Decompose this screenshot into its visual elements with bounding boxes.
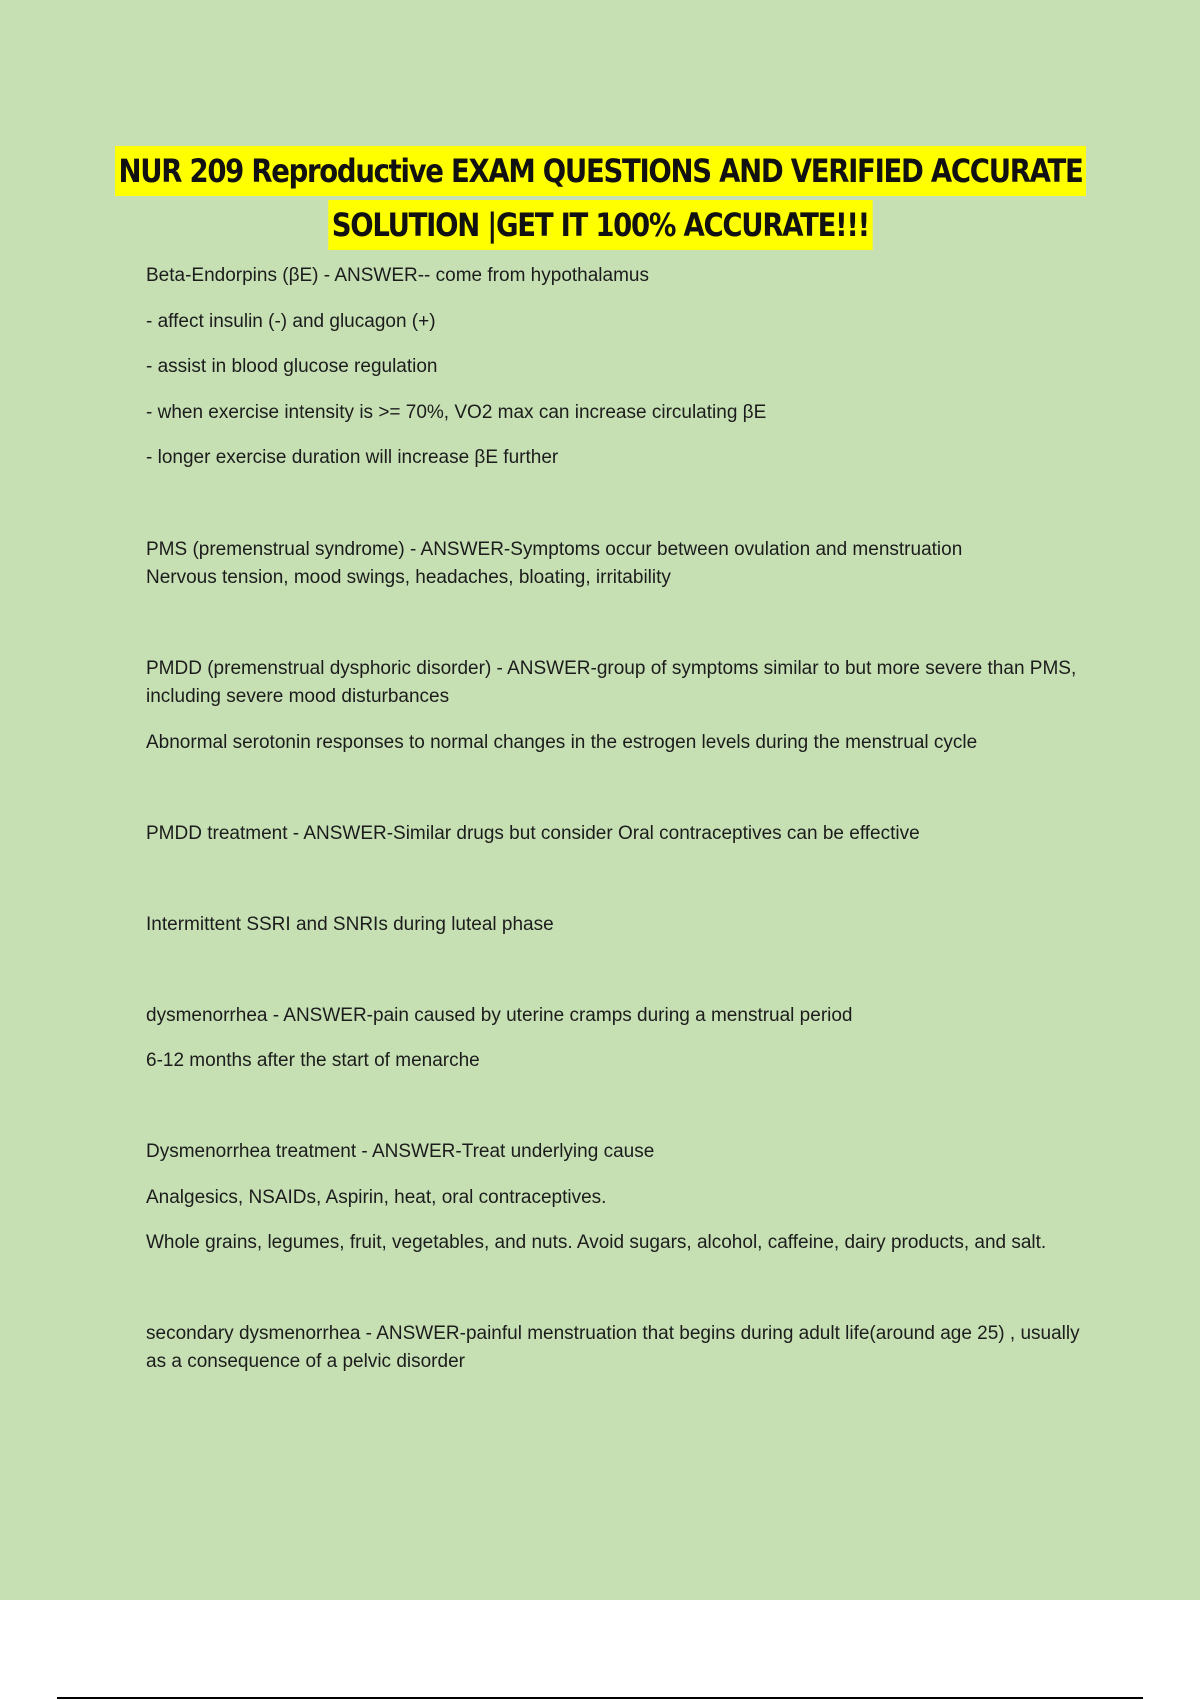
- paragraph: - assist in blood glucose regulation: [146, 356, 438, 377]
- paragraph: - when exercise intensity is >= 70%, VO2 max can increase circulating βE: [146, 402, 767, 423]
- paragraph: - affect insulin (-) and glucagon (+): [146, 311, 436, 332]
- paragraph: Beta-Endorpins (βE) - ANSWER-- come from hypothalamus: [146, 265, 649, 286]
- paragraph: Nervous tension, mood swings, headaches, bloating, irritability: [146, 567, 671, 588]
- paragraph: Intermittent SSRI and SNRIs during luteal phase: [146, 914, 554, 935]
- paragraph: PMS (premenstrual syndrome) - ANSWER-Symptoms occur between ovulation and menstruation: [146, 539, 963, 560]
- footer-divider: [57, 1697, 1143, 1699]
- paragraph: PMDD (premenstrual dysphoric disorder) - ANSWER-group of symptoms similar to but more severe than PMS, including severe mood disturbances: [146, 658, 1077, 707]
- paragraph: PMDD treatment - ANSWER-Similar drugs but consider Oral contraceptives can be effective: [146, 823, 920, 844]
- document-title: [0, 146, 1200, 250]
- paragraph: 6-12 months after the start of menarche: [146, 1050, 480, 1071]
- title-line-1: NUR 209 Reproductive EXAM QUESTIONS AND VERIFIED ACCURATE: [115, 146, 1086, 196]
- paragraph: dysmenorrhea - ANSWER-pain caused by uterine cramps during a menstrual period: [146, 1005, 853, 1026]
- paragraph: Abnormal serotonin responses to normal changes in the estrogen levels during the menstrual cycle: [146, 732, 978, 753]
- paragraph: - longer exercise duration will increase βE further: [146, 447, 559, 468]
- document-body: [146, 262, 1091, 1376]
- paragraph: secondary dysmenorrhea - ANSWER-painful menstruation that begins during adult life(around age 25) , usually as a consequence of a pelvic disorder: [146, 1323, 1080, 1372]
- paragraph: Dysmenorrhea treatment - ANSWER-Treat underlying cause: [146, 1141, 655, 1162]
- title-line-2: SOLUTION |GET IT 100% ACCURATE!!!: [328, 200, 872, 250]
- paragraph: Whole grains, legumes, fruit, vegetables, and nuts. Avoid sugars, alcohol, caffeine, dairy products, and salt.: [146, 1232, 1047, 1253]
- paragraph: Analgesics, NSAIDs, Aspirin, heat, oral contraceptives.: [146, 1187, 607, 1208]
